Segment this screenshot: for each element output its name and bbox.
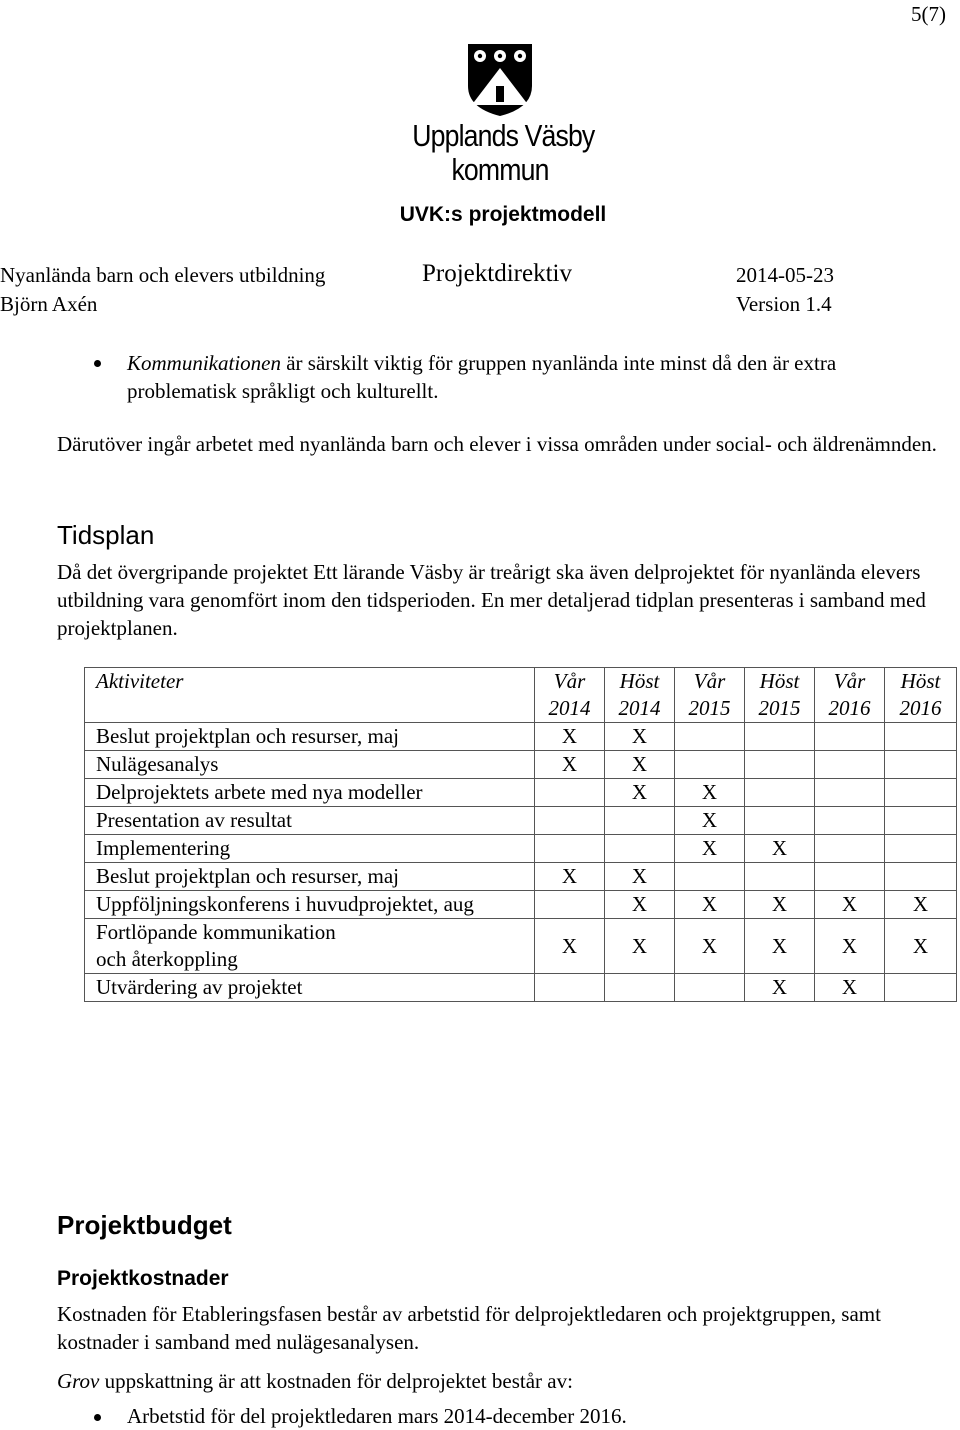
bullet-communication [127, 349, 947, 405]
meta-project-name: Nyanlända barn och elevers utbildning [0, 263, 326, 287]
schedule-mark [885, 863, 957, 891]
schedule-activity: Uppföljningskonferens i huvudprojektet, aug [85, 891, 535, 919]
period-year: 2015 [688, 696, 731, 720]
period-season: Vår [833, 669, 866, 693]
bullet-icon [94, 1414, 101, 1421]
schedule-activity: Beslut projektplan och resurser, maj [85, 863, 535, 891]
period-year: 2014 [618, 696, 661, 720]
schedule-mark [815, 751, 885, 779]
schedule-mark: X [745, 974, 815, 1002]
schedule-mark [885, 751, 957, 779]
bullet-text: är särskilt viktig för gruppen nyanlända inte minst då den är extra problematisk språkligt och kulturellt. [127, 351, 837, 403]
meta-date: 2014-05-23 [736, 263, 834, 287]
schedule-header-period [605, 668, 675, 723]
schedule-row [85, 723, 957, 751]
schedule-activity: Beslut projektplan och resurser, maj [85, 723, 535, 751]
period-year: 2016 [899, 696, 942, 720]
schedule-mark: X [605, 919, 675, 974]
period-year: 2015 [758, 696, 801, 720]
schedule-mark: X [745, 919, 815, 974]
bullet-working-time: Arbetstid för del projektledaren mars 2014-december 2016. [127, 1404, 627, 1428]
schedule-mark: X [815, 919, 885, 974]
schedule-activity: Fortlöpande kommunikation och återkoppling [85, 919, 535, 974]
schedule-mark: X [675, 807, 745, 835]
schedule-mark [605, 807, 675, 835]
schedule-mark [815, 779, 885, 807]
schedule-row [85, 919, 957, 974]
period-season: Vår [693, 669, 726, 693]
schedule-mark: X [605, 723, 675, 751]
logo [398, 42, 602, 192]
estimate-emphasis: Grov [57, 1369, 100, 1393]
period-season: Höst [900, 669, 941, 693]
schedule-mark [745, 863, 815, 891]
schedule-mark [675, 974, 745, 1002]
schedule-mark [535, 974, 605, 1002]
schedule-activity: Delprojektets arbete med nya modeller [85, 779, 535, 807]
logo-text-line2: kommun [451, 152, 549, 187]
schedule-mark [535, 891, 605, 919]
heading-tidsplan: Tidsplan [57, 520, 155, 550]
schedule-mark [745, 779, 815, 807]
schedule-mark [535, 835, 605, 863]
schedule-mark [605, 974, 675, 1002]
period-season: Vår [553, 669, 586, 693]
schedule-mark: X [885, 891, 957, 919]
schedule-mark [675, 751, 745, 779]
logo-text-line1: Upplands Väsby [412, 118, 595, 153]
schedule-mark [815, 807, 885, 835]
schedule-mark [535, 779, 605, 807]
estimate-text: uppskattning är att kostnaden för delprojektet består av: [99, 1369, 573, 1393]
schedule-mark [885, 974, 957, 1002]
schedule-mark: X [675, 919, 745, 974]
schedule-mark: X [605, 891, 675, 919]
schedule-mark: X [885, 919, 957, 974]
schedule-row [85, 835, 957, 863]
schedule-header-activities: Aktiviteter [85, 668, 535, 723]
paragraph-costs: Kostnaden för Etableringsfasen består av arbetstid för delprojektledaren och projektgruppen, samt kostnader i samband med nulägesanalysen. [57, 1302, 881, 1354]
schedule-mark: X [535, 863, 605, 891]
schedule-mark [745, 807, 815, 835]
schedule-row [85, 891, 957, 919]
schedule-mark [675, 863, 745, 891]
schedule-mark: X [815, 974, 885, 1002]
meta-version: Version 1.4 [736, 292, 832, 316]
schedule-header-row [85, 668, 957, 723]
document-title: UVK:s projektmodell [399, 203, 607, 226]
schedule-header-period [675, 668, 745, 723]
paragraph-tidsplan: Då det övergripande projektet Ett lärande Väsby är treårigt ska även delprojektet för nyanlända elevers utbildning vara genomfört inom den tidsperioden. En mer detaljerad tidplan presenteras i samband med projektplanen. [57, 560, 926, 640]
schedule-mark [885, 835, 957, 863]
period-year: 2014 [548, 696, 591, 720]
schedule-header-period [885, 668, 957, 723]
schedule-mark: X [675, 779, 745, 807]
bullet-emphasis: Kommunikationen [127, 351, 281, 375]
schedule-mark [885, 779, 957, 807]
schedule-header-period [745, 668, 815, 723]
schedule-mark: X [745, 891, 815, 919]
paragraph-estimate [57, 1367, 573, 1395]
schedule-mark [815, 863, 885, 891]
heading-projektkostnader: Projektkostnader [57, 1267, 229, 1290]
schedule-activity: Nulägesanalys [85, 751, 535, 779]
schedule-mark [815, 723, 885, 751]
schedule-mark [675, 723, 745, 751]
schedule-mark: X [675, 891, 745, 919]
schedule-table [84, 667, 957, 1002]
schedule-mark [745, 751, 815, 779]
schedule-mark: X [675, 835, 745, 863]
heading-projektbudget: Projektbudget [57, 1210, 232, 1240]
schedule-row [85, 863, 957, 891]
period-season: Höst [619, 669, 660, 693]
schedule-mark: X [535, 919, 605, 974]
schedule-row [85, 807, 957, 835]
schedule-row [85, 751, 957, 779]
schedule-mark: X [815, 891, 885, 919]
bullet-icon [94, 360, 101, 367]
schedule-row [85, 974, 957, 1002]
paragraph-social-committee: Därutöver ingår arbetet med nyanlända barn och elever i vissa områden under social- och äldrenämnden. [57, 432, 937, 456]
schedule-activity: Implementering [85, 835, 535, 863]
schedule-mark [815, 835, 885, 863]
schedule-mark [885, 723, 957, 751]
municipal-coat-of-arms-icon [466, 42, 534, 118]
schedule-header-period [535, 668, 605, 723]
meta-author: Björn Axén [0, 292, 98, 316]
schedule-mark [605, 835, 675, 863]
schedule-mark [745, 723, 815, 751]
schedule-mark [885, 807, 957, 835]
meta-document-type: Projektdirektiv [422, 260, 572, 287]
schedule-mark: X [535, 751, 605, 779]
period-season: Höst [759, 669, 800, 693]
schedule-row [85, 779, 957, 807]
schedule-activity: Presentation av resultat [85, 807, 535, 835]
page-number: 5(7) [911, 2, 946, 26]
schedule-mark [535, 807, 605, 835]
schedule-mark: X [605, 751, 675, 779]
schedule-mark: X [745, 835, 815, 863]
schedule-mark: X [535, 723, 605, 751]
schedule-mark: X [605, 863, 675, 891]
schedule-header-period [815, 668, 885, 723]
schedule-mark: X [605, 779, 675, 807]
schedule-activity: Utvärdering av projektet [85, 974, 535, 1002]
period-year: 2016 [828, 696, 871, 720]
